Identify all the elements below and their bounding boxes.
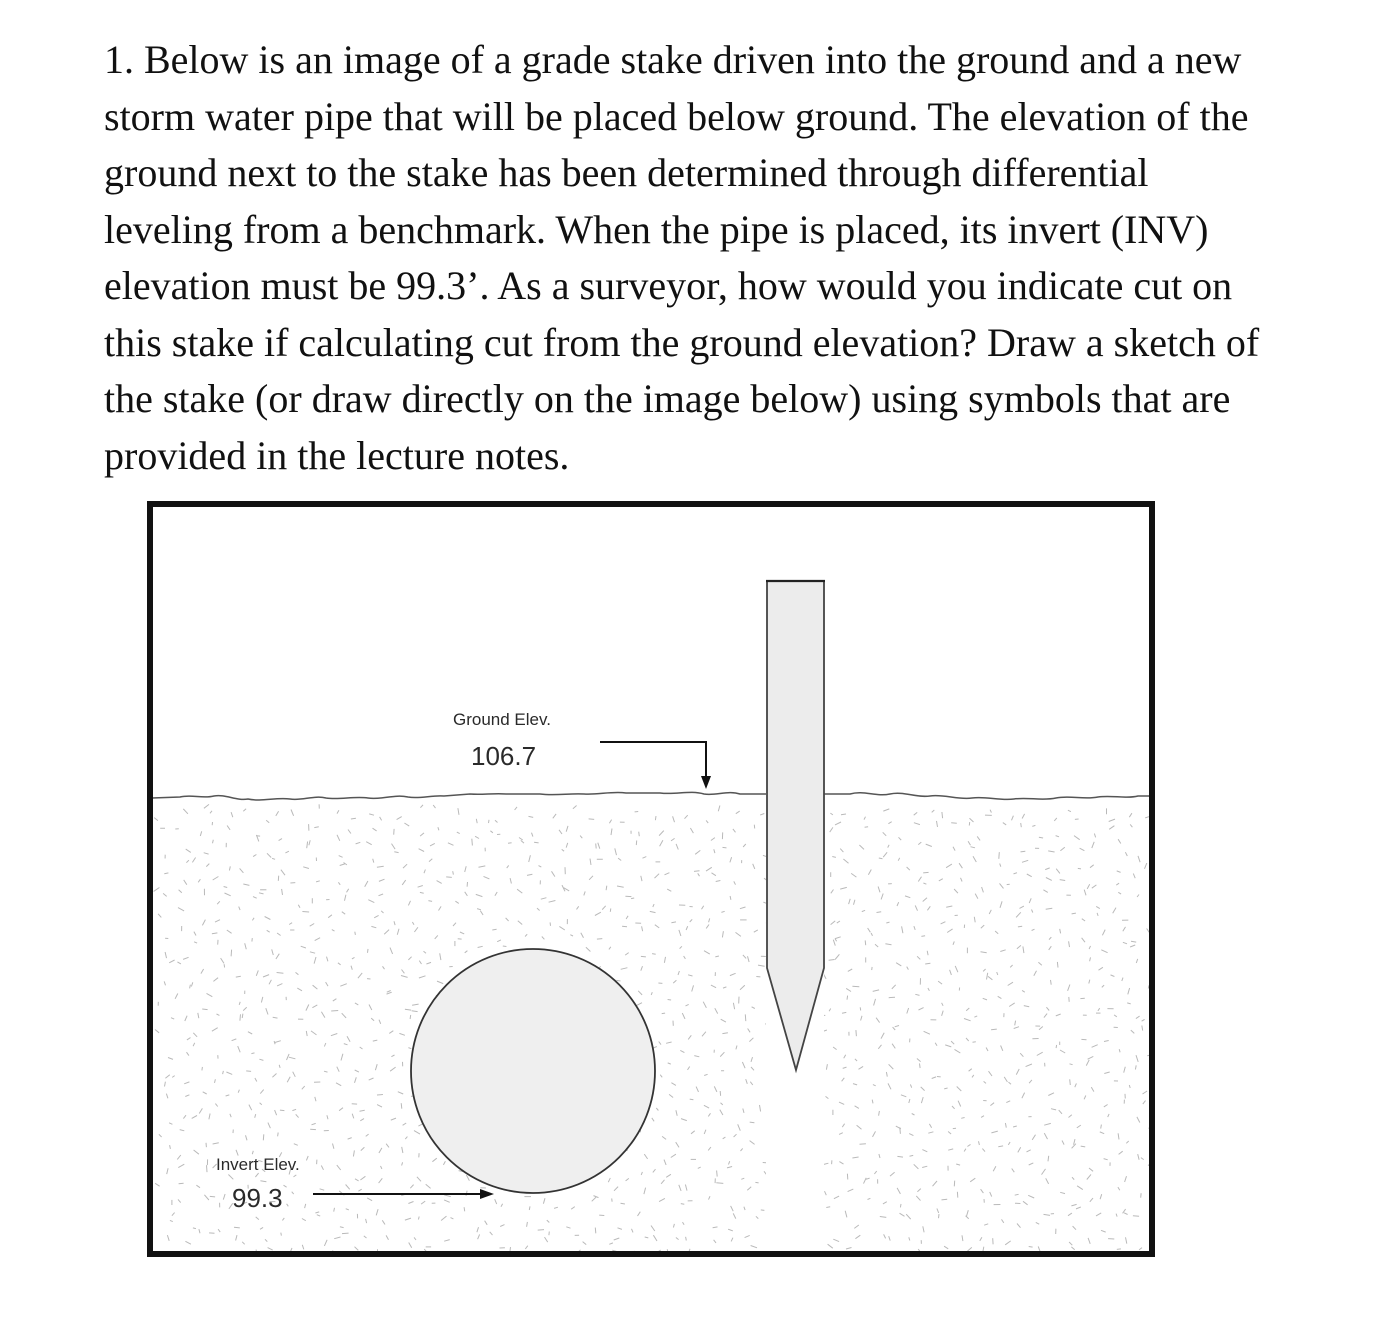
ground-surface-line xyxy=(152,792,1152,800)
question-line: leveling from a benchmark. When the pipe is placed, its invert (INV) xyxy=(104,206,1209,252)
invert-elevation-leader xyxy=(313,1189,494,1199)
grade-stake xyxy=(767,581,824,1070)
question-line: this stake if calculating cut from the ground elevation? Draw a sketch of xyxy=(104,319,1260,365)
soil-texture xyxy=(154,804,1160,1267)
question-line: elevation must be 99.3’. As a surveyor, how would you indicate cut on xyxy=(104,263,1233,308)
question-line: 1. Below is an image of a grade stake driven into the ground and a new xyxy=(104,37,1242,82)
question-line: provided in the lecture notes. xyxy=(104,432,570,478)
ground-elevation-label: Ground Elev. xyxy=(453,710,551,729)
ground-elevation-value: 106.7 xyxy=(471,741,537,771)
diagram-frame xyxy=(150,504,1152,1254)
question-line: storm water pipe that will be placed below ground. The elevation of the xyxy=(104,93,1249,139)
invert-elevation-label: Invert Elev. xyxy=(216,1155,300,1174)
invert-elevation-value: 99.3 xyxy=(232,1183,283,1213)
question-line: ground next to the stake has been determined through differential xyxy=(104,150,1149,195)
question-line: the stake (or draw directly on the image below) using symbols that are xyxy=(104,376,1231,421)
ground-elevation-leader xyxy=(600,742,711,789)
storm-water-pipe xyxy=(411,949,655,1193)
